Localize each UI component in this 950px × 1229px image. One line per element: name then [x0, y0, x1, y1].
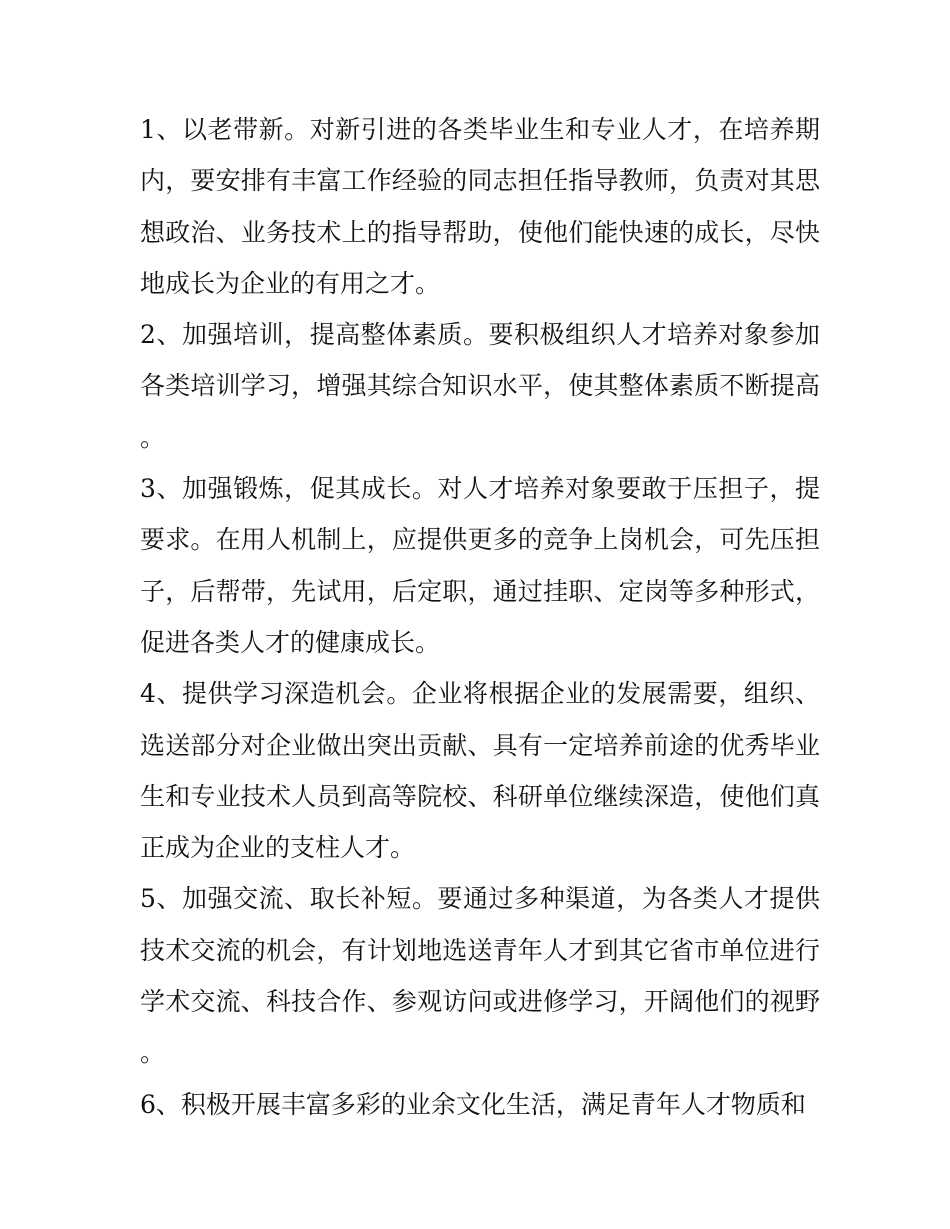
- paragraph-1-mentoring: 1、以老带新。对新引进的各类毕业生和专业人才，在培养期内，要安排有丰富工作经验的同志担任指导教师，负责对其思想政治、业务技术上的指导帮助，使他们能快速的成长，尽快地成长为企业的有用之才。: [140, 115, 820, 298]
- paragraph-4-further-study: 4、提供学习深造机会。企业将根据企业的发展需要，组织、选送部分对企业做出突出贡献、具有一定培养前途的优秀毕业生和专业技术人员到高等院校、科研单位继续深造，使他们真正成为企业的支柱人才。: [140, 679, 820, 863]
- paragraph-5-exchange: 5、加强交流、取长补短。要通过多种渠道，为各类人才提供技术交流的机会，有计划地选送青年人才到其它省市单位进行学术交流、科技合作、参观访问或进修学习，开阔他们的视野。: [140, 884, 820, 1068]
- paragraph-2-training: 2、加强培训，提高整体素质。要积极组织人才培养对象参加各类培训学习，增强其综合知识水平，使其整体素质不断提高。: [140, 320, 820, 452]
- paragraph-3-practice: 3、加强锻炼，促其成长。对人才培养对象要敢于压担子，提要求。在用人机制上，应提供更多的竞争上岗机会，可先压担子，后帮带，先试用，后定职，通过挂职、定岗等多种形式，促进各类人才的健康成长。: [140, 474, 820, 657]
- paragraph-6-cultural-life: 6、积极开展丰富多彩的业余文化生活，满足青年人才物质和: [140, 1089, 806, 1119]
- document-body: [140, 104, 820, 1130]
